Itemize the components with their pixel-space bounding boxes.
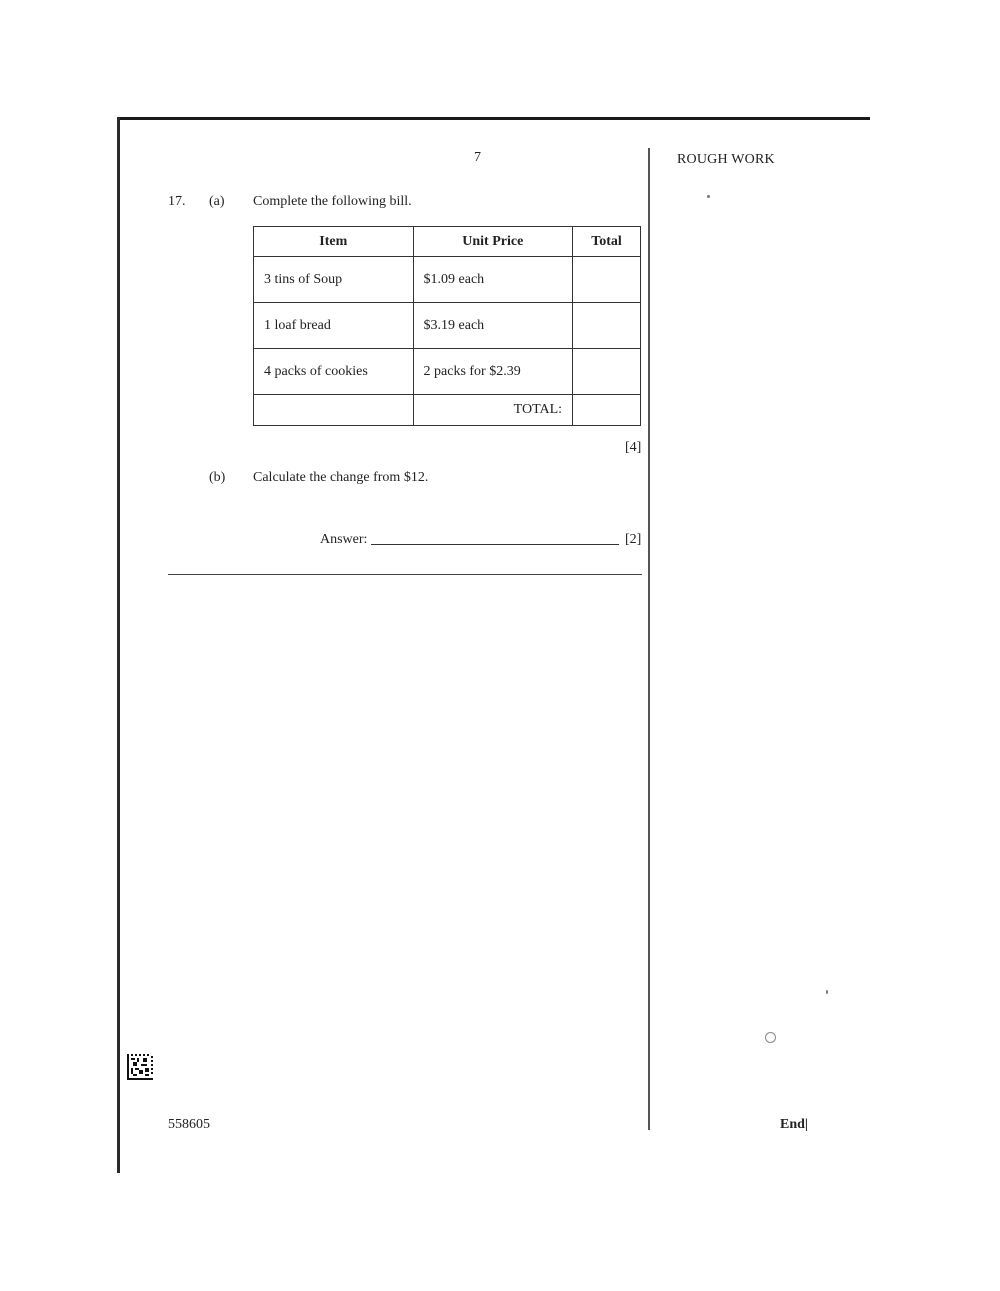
- header-item: Item: [254, 227, 414, 257]
- rough-work-divider: [648, 148, 650, 1130]
- section-divider: [168, 574, 642, 575]
- part-b-instruction: Calculate the change from $12.: [253, 470, 429, 485]
- scan-speck: [826, 990, 828, 994]
- answer-line[interactable]: [371, 544, 619, 545]
- header-unit-price: Unit Price: [413, 227, 573, 257]
- page-border-top: [118, 117, 870, 120]
- item-cell: 1 loaf bread: [254, 303, 414, 349]
- total-label: TOTAL:: [413, 395, 573, 426]
- answer-label: Answer:: [320, 532, 368, 547]
- question-number: 17.: [168, 194, 186, 209]
- page-number: 7: [474, 150, 481, 165]
- total-cell[interactable]: [573, 303, 641, 349]
- table-row: [254, 349, 641, 395]
- item-cell: 3 tins of Soup: [254, 257, 414, 303]
- paper-code: 558605: [168, 1117, 210, 1132]
- unit-price-cell: 2 packs for $2.39: [413, 349, 573, 395]
- item-cell: 4 packs of cookies: [254, 349, 414, 395]
- part-a-marks: [4]: [625, 440, 642, 455]
- grand-total-cell[interactable]: [573, 395, 641, 426]
- total-cell[interactable]: [573, 349, 641, 395]
- total-cell[interactable]: [573, 257, 641, 303]
- rough-work-heading: ROUGH WORK: [677, 152, 775, 167]
- table-row: [254, 257, 641, 303]
- part-a-instruction: Complete the following bill.: [253, 194, 412, 209]
- page-border-left: [117, 117, 120, 1173]
- unit-price-cell: $3.19 each: [413, 303, 573, 349]
- bill-table: [253, 226, 641, 426]
- bill-header-row: [254, 227, 641, 257]
- part-a-label: (a): [209, 194, 225, 209]
- scan-circle-mark: [765, 1032, 776, 1043]
- part-b-label: (b): [209, 470, 226, 485]
- datamatrix-code-icon: [127, 1054, 153, 1080]
- header-total: Total: [573, 227, 641, 257]
- table-row: [254, 303, 641, 349]
- total-row: [254, 395, 641, 426]
- part-b-marks: [2]: [625, 532, 642, 547]
- empty-cell: [254, 395, 414, 426]
- scan-speck: [707, 195, 710, 198]
- unit-price-cell: $1.09 each: [413, 257, 573, 303]
- end-label: End|: [780, 1117, 808, 1132]
